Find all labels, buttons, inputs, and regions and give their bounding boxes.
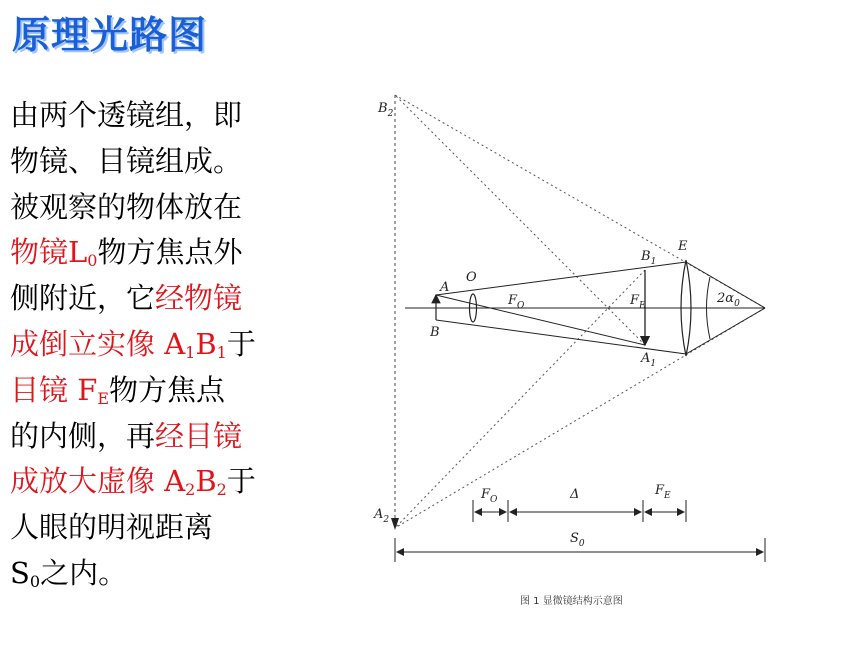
dim-label-s0: $S_0$ — [570, 531, 585, 549]
dim-label-f0: $F_O$ — [481, 487, 498, 505]
diagram-caption: 图 1 显微镜结构示意图 — [520, 596, 623, 607]
desc-line-6: 成倒立实像 $A_1B_1$于 — [10, 326, 256, 362]
desc-line-1: 由两个透镜组，即 — [10, 98, 243, 132]
desc-line-5: 侧附近，它经物镜 — [10, 281, 243, 316]
desc-line-10: 人眼的明视距离 — [10, 510, 214, 545]
label-b2: $B_2$ — [378, 101, 394, 119]
label-angle: $2\alpha_0$ — [717, 291, 740, 309]
virtual-image-arrowhead — [391, 518, 399, 530]
description-text — [10, 93, 340, 597]
ray-eye-bottom — [686, 308, 765, 354]
microscope-diagram — [360, 80, 780, 625]
desc-line-2: 物镜、目镜组成。 — [10, 143, 243, 178]
desc-line-9: 成放大虚像 $A_2B_2$于 — [10, 464, 256, 500]
label-e: E — [678, 239, 688, 254]
dim-label-delta: Δ — [570, 487, 580, 502]
label-f0: $F_O$ — [508, 293, 525, 311]
label-a1: $A_1$ — [641, 351, 657, 369]
label-o: O — [466, 270, 477, 285]
label-b: B — [430, 325, 440, 340]
label-fe: $F_E$ — [630, 293, 646, 311]
label-b1: $B_1$ — [641, 249, 657, 267]
desc-line-7: 目镜 $F_E$物方焦点 — [10, 372, 226, 408]
desc-line-4: 物镜$L_0$物方焦点外 — [10, 235, 243, 271]
label-a2: $A_2$ — [374, 507, 390, 525]
ray-eye-to-a2 — [395, 308, 765, 528]
label-a: A — [440, 280, 450, 295]
desc-line-3: 被观察的物体放在 — [10, 189, 243, 224]
page-title: 原理光路图 — [12, 13, 208, 57]
dim-label-fe: $F_E$ — [655, 483, 671, 501]
desc-line-8: 的内侧，再经目镜 — [10, 418, 243, 453]
desc-line-11: $S_0$之内。 — [10, 555, 128, 591]
